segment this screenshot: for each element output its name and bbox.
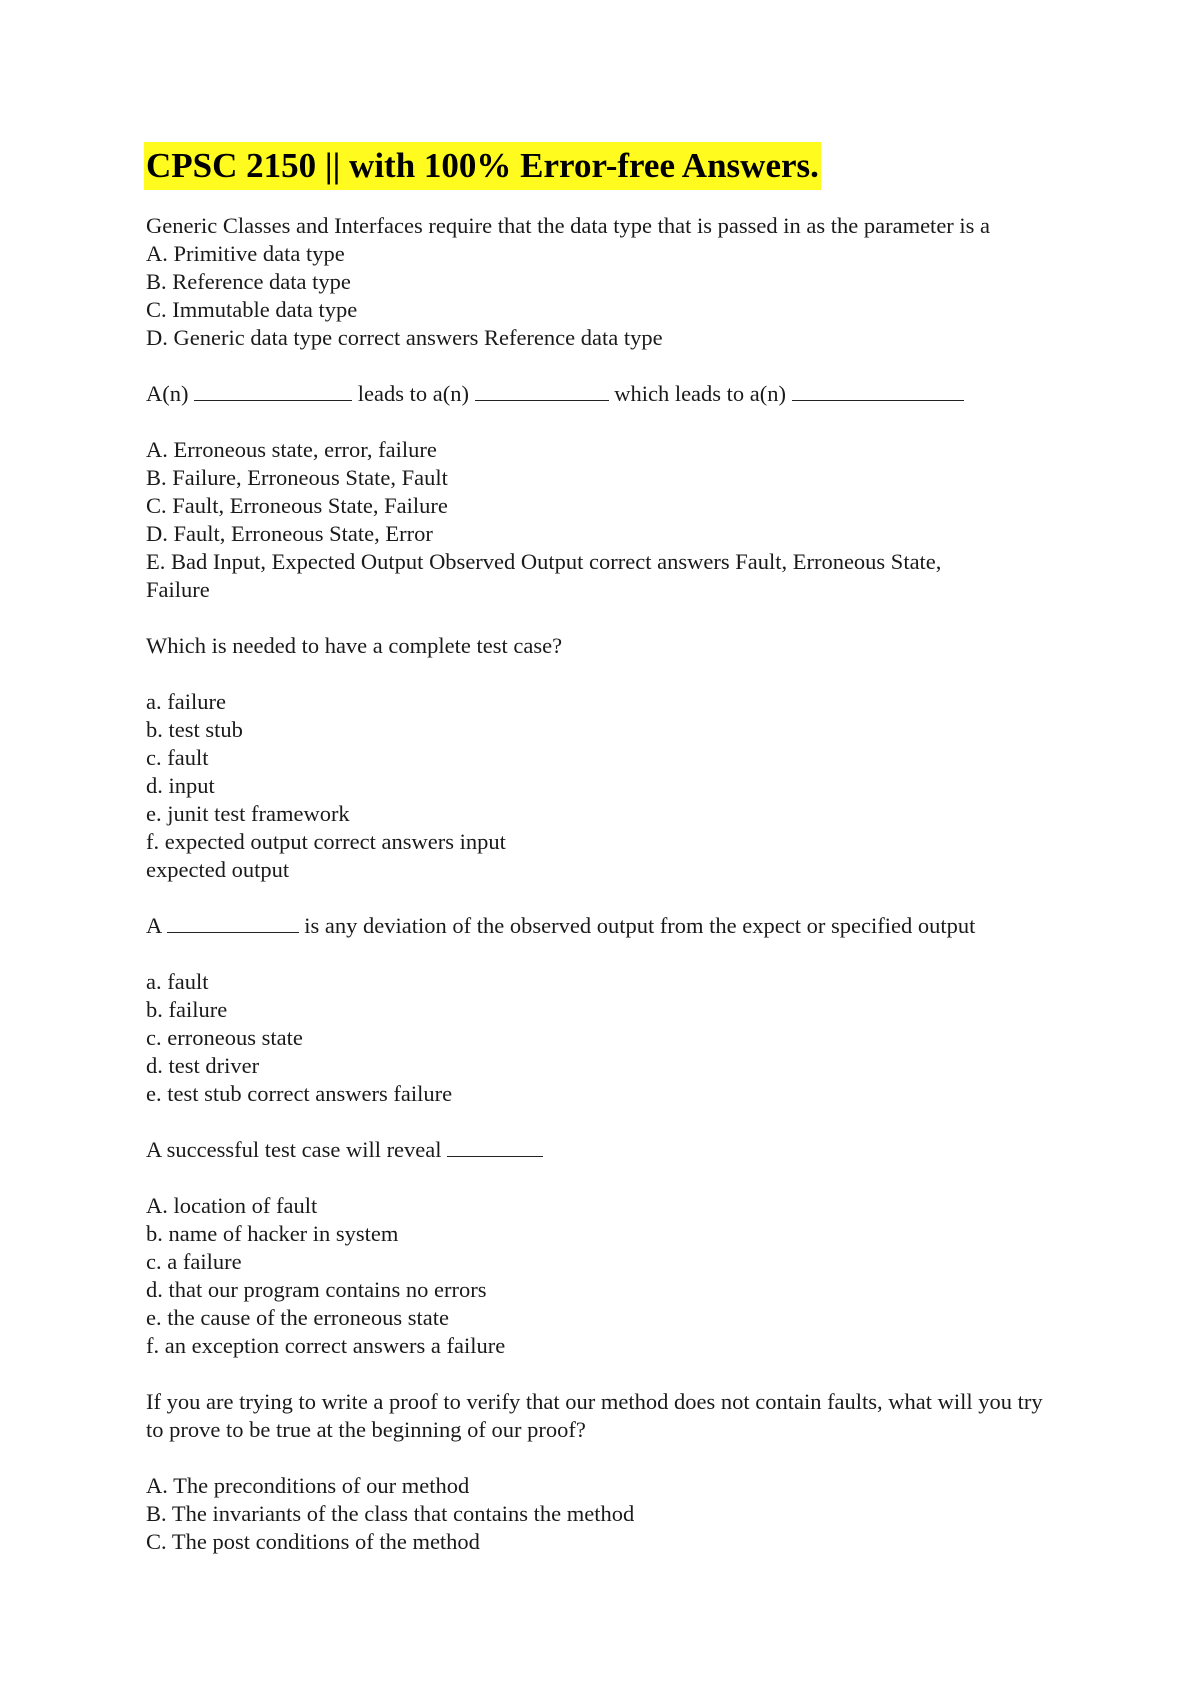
question-2-option: B. Failure, Erroneous State, Fault [146,465,448,490]
question-3-option: expected output [146,857,290,882]
fill-in-blank [167,914,299,933]
question-2-mid2: which leads to a(n) [614,381,787,406]
question-2-mid1: leads to a(n) [357,381,469,406]
question-1-option: C. Immutable data type [146,297,358,322]
question-4-text [146,912,1076,940]
fill-in-blank [447,1138,543,1157]
question-3-option: c. fault [146,745,209,770]
question-2-options [146,436,1076,604]
question-4-option: a. fault [146,969,209,994]
question-5-option: f. an exception correct answers a failure [146,1333,506,1358]
question-1-text: Generic Classes and Interfaces require that the data type that is passed in as the parameter is a [146,213,991,238]
question-2-option: E. Bad Input, Expected Output Observed Output correct answers Fault, Erroneous State, Failure [146,549,942,602]
question-4-option: b. failure [146,997,228,1022]
question-6-text: If you are trying to write a proof to verify that our method does not contain faults, what will you try to prove to be true at the beginning of our proof? [146,1389,1043,1442]
question-5-option: d. that our program contains no errors [146,1277,487,1302]
question-5-option: c. a failure [146,1249,242,1274]
question-3-stem [146,632,1076,660]
question-6-option: B. The invariants of the class that contains the method [146,1501,635,1526]
question-6-option: C. The post conditions of the method [146,1529,480,1554]
question-2-prefix: A(n) [146,381,189,406]
question-3-text: Which is needed to have a complete test case? [146,633,563,658]
question-4-options [146,968,1076,1108]
question-4-option: c. erroneous state [146,1025,303,1050]
question-6-options [146,1472,1076,1556]
question-2-text [146,380,1076,408]
question-5-question: A successful test case will reveal [146,1137,442,1162]
question-5-options [146,1192,1076,1360]
question-5-option: b. name of hacker in system [146,1221,399,1246]
question-3-option: e. junit test framework [146,801,350,826]
question-3-option: f. expected output correct answers input [146,829,506,854]
question-5-option: e. the cause of the erroneous state [146,1305,449,1330]
question-2-stem [146,380,1076,408]
fill-in-blank [194,382,352,401]
question-6-stem [146,1388,1076,1444]
page-title: CPSC 2150 || with 100% Error-free Answers. [144,142,821,190]
question-5-stem [146,1136,1076,1164]
question-2-option: A. Erroneous state, error, failure [146,437,437,462]
question-3-options [146,688,1076,884]
question-2-option: C. Fault, Erroneous State, Failure [146,493,448,518]
question-4-suffix: is any deviation of the observed output from the expect or specified output [304,913,976,938]
question-1-option: A. Primitive data type [146,241,345,266]
question-1-option: B. Reference data type [146,269,351,294]
question-1 [146,212,1076,352]
question-1-option: D. Generic data type correct answers Reference data type [146,325,663,350]
document-page [146,142,1076,1584]
question-3-option: a. failure [146,689,226,714]
fill-in-blank [792,382,964,401]
question-3-option: d. input [146,773,215,798]
question-5-text [146,1136,1076,1164]
question-2-option: D. Fault, Erroneous State, Error [146,521,433,546]
question-6-option: A. The preconditions of our method [146,1473,470,1498]
question-4-option: d. test driver [146,1053,260,1078]
question-5-option: A. location of fault [146,1193,318,1218]
question-4-stem [146,912,1076,940]
question-3-option: b. test stub [146,717,243,742]
fill-in-blank [475,382,609,401]
question-4-prefix: A [146,913,162,938]
question-4-option: e. test stub correct answers failure [146,1081,453,1106]
